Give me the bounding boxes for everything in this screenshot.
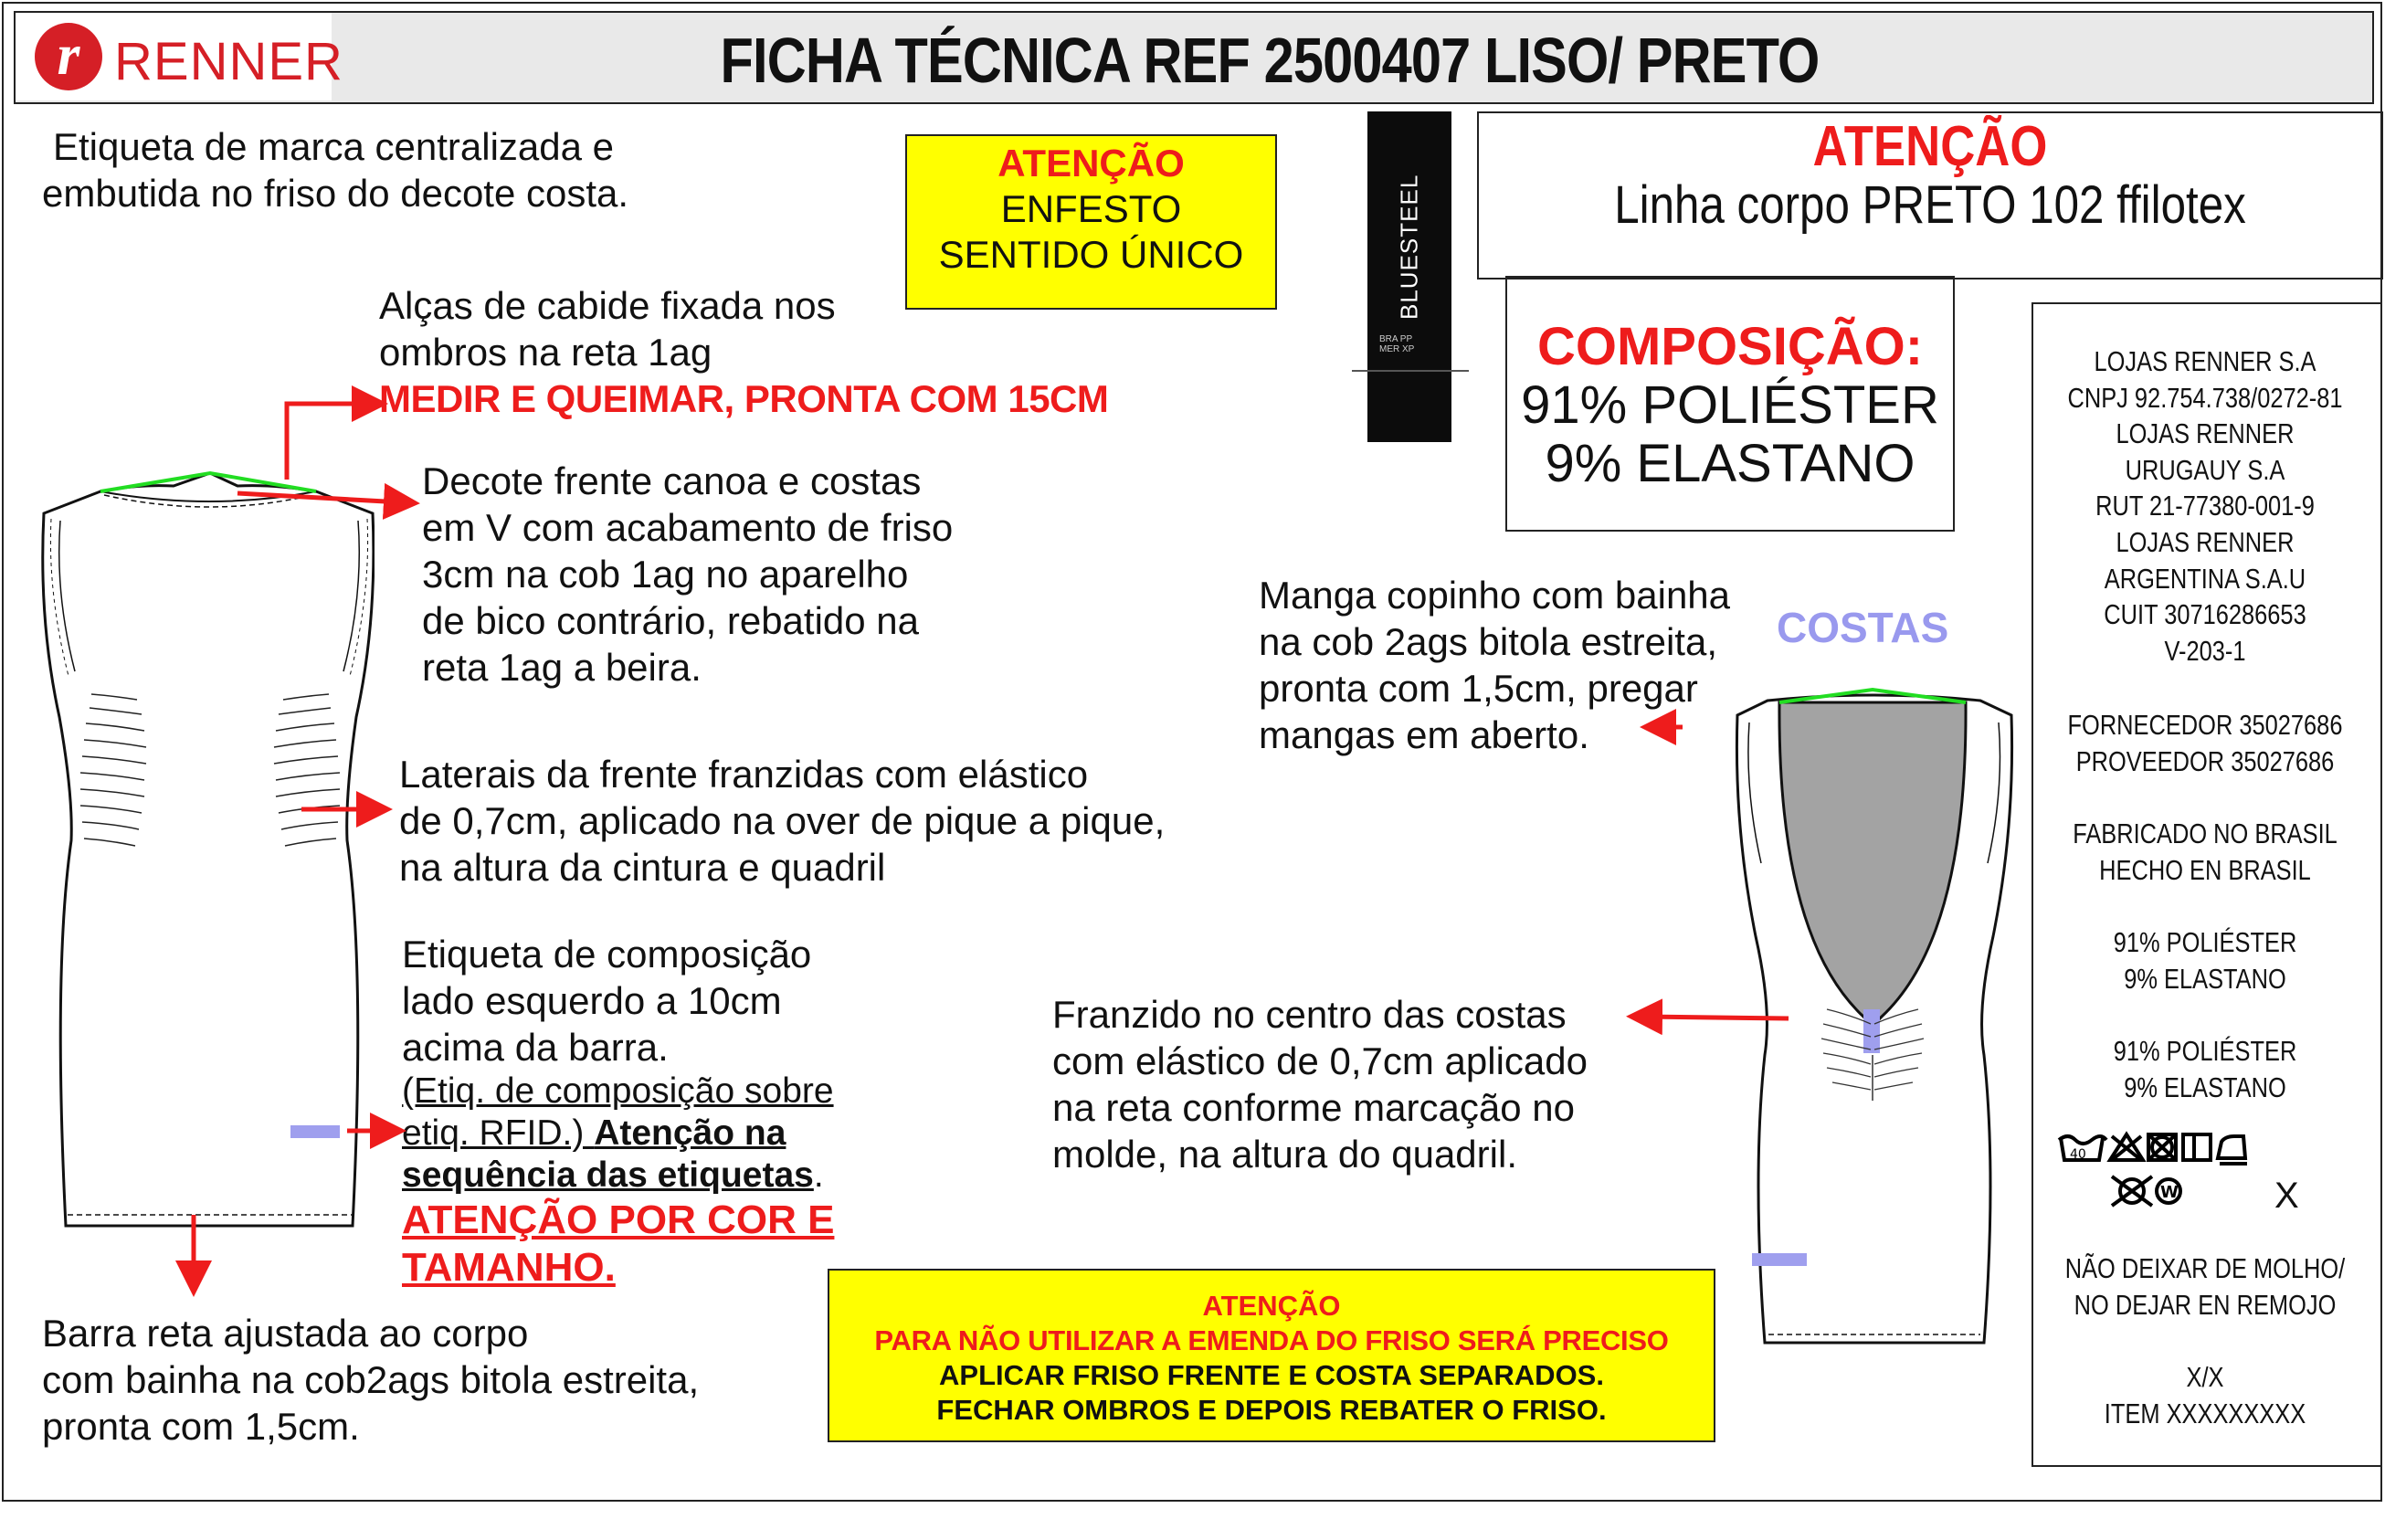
back-dress-drawing (1717, 662, 2019, 1347)
brand-tag-text: BLUESTEEL (1395, 174, 1423, 320)
brand-name: RENNER (114, 32, 343, 91)
composicao-box: COMPOSIÇÃO: 91% POLIÉSTER 9% ELASTANO (1505, 276, 1955, 532)
label-composition-1: 91% POLIÉSTER 9% ELASTANO (2113, 926, 2297, 995)
note-etiqueta-composicao: Etiqueta de composição lado esquerdo a 10cm acima da barra. (Etiq. de composição sobre etiq. RFID.) Atenção na sequência das etiquetas. ATENÇÃO POR COR E TAMANHO. (402, 933, 835, 1290)
renner-logo-icon: r (35, 23, 102, 90)
care-symbols-icon (2055, 1129, 2265, 1220)
note-decote: Decote frente canoa e costas em V com acabamento de friso 3cm na cob 1ag no aparelho de bico contrário, rebatido na reta 1ag a beira. (422, 459, 954, 689)
costas-label: COSTAS (1777, 604, 1949, 651)
note-etiqueta-marca: Etiqueta de marca centralizada e embutida no friso do decote costa. (42, 125, 629, 215)
note-laterais: Laterais da frente franzidas com elástico de 0,7cm, aplicado na over de pique a pique, na altura da cintura e quadril (399, 753, 1166, 889)
label-company: LOJAS RENNER S.A CNPJ 92.754.738/0272-81 LOJAS RENNER URUGAUY S.A RUT 21-77380-001-9 LOJAS RENNER ARGENTINA S.A.U CUIT 30716286653 V-203-1 (2067, 345, 2343, 667)
label-composition-2: 91% POLIÉSTER 9% ELASTANO (2113, 1035, 2297, 1103)
note-barra: Barra reta ajustada ao corpo com bainha na cob2ags bitola estreita, pronta com 1,5cm. (42, 1312, 700, 1448)
note-franzido: Franzido no centro das costas com elástico de 0,7cm aplicado na reta conforme marcação no molde, na altura do quadril. (1052, 993, 1588, 1176)
linha-box: ATENÇÃO Linha corpo PRETO 102 ffilotex (1477, 111, 2383, 280)
label-supplier: FORNECEDOR 35027686 PROVEEDOR 35027686 (2067, 709, 2343, 777)
note-manga: Manga copinho com bainha na cob 2ags bitola estreita, pronta com 1,5cm, pregar mangas em aberto. (1259, 574, 1731, 756)
brand-tag-sizes: BRA PP MER XP (1379, 334, 1415, 354)
label-size-item: X/X ITEM XXXXXXXXX (2104, 1361, 2306, 1429)
warning-box: ATENÇÃO PARA NÃO UTILIZAR A EMENDA DO FRISO SERÁ PRECISO APLICAR FRISO FRENTE E COSTA SEPARADOS. FECHAR OMBROS E DEPOIS REBATER O FRISO. (828, 1269, 1715, 1442)
label-care-text: NÃO DEIXAR DE MOLHO/ NO DEJAR EN REMOJO (2064, 1252, 2346, 1321)
front-dress-drawing (27, 457, 375, 1233)
care-x-mark: X (2274, 1176, 2299, 1216)
svg-text:40: 40 (2070, 1147, 2086, 1162)
svg-text:W: W (2160, 1183, 2179, 1202)
tag-fold-line (1352, 370, 1469, 372)
note-alcas: Alças de cabide fixada nos ombros na reta 1ag MEDIR E QUEIMAR, PRONTA COM 15CM (379, 284, 1109, 420)
enfesto-box: ATENÇÃO ENFESTO SENTIDO ÚNICO (905, 134, 1277, 310)
page-title: FICHA TÉCNICA REF 2500407 LISO/ PRETO (720, 25, 1820, 96)
label-origin: FABRICADO NO BRASIL HECHO EN BRASIL (2073, 817, 2338, 886)
